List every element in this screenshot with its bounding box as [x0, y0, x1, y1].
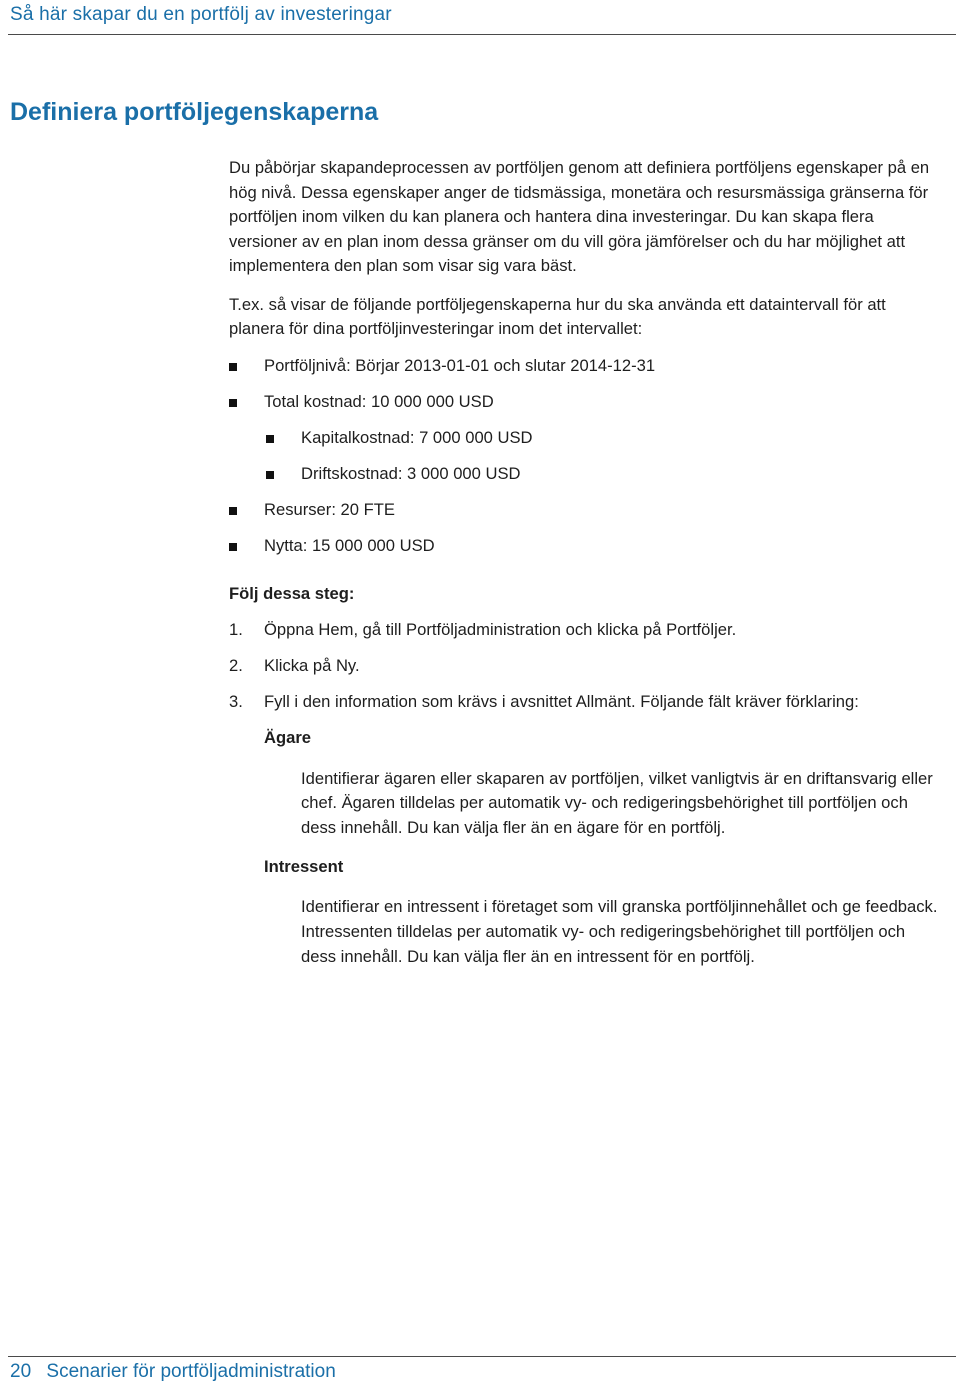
page-footer: [10, 1361, 336, 1383]
intro-paragraph: Du påbörjar skapandeprocessen av portföljen genom att definiera portföljens egenskaper på en hög nivå. Dessa egenskaper anger de tidsmässiga, monetära och resursmässiga gränserna för portföljen inom vilken du kan planera och hantera dina investeringar. Du kan skapa flera versioner av en plan inom dessa gränser om du vill göra jämförelser och du har möjlighet att implementera den plan som visar sig vara bäst.: [229, 158, 930, 275]
portfolio-properties-list: [229, 354, 939, 558]
list-item-operating-cost: Driftskostnad: 3 000 000 USD: [266, 462, 939, 486]
step-text: Klicka på Ny.: [264, 656, 360, 675]
definition-term-stakeholder: Intressent: [264, 856, 344, 876]
list-item-benefit: Nytta: 15 000 000 USD: [229, 534, 939, 558]
step-item: [229, 654, 939, 678]
list-item-total-cost: [229, 390, 939, 414]
step-number: 3.: [229, 692, 243, 711]
header-divider: [8, 34, 956, 35]
step-text: Fyll i den information som krävs i avsnittet Allmänt. Följande fält kräver förklaring:: [264, 692, 859, 711]
total-cost-label: Total kostnad: 10 000 000 USD: [264, 391, 494, 411]
definition-desc-stakeholder: Identifierar en intressent i företaget som vill granska portföljinnehållet och ge feedback. Intressenten tilldelas per automatik vy- och redigeringsbehörighet till portföljen och dess innehåll. Du kan välja fler än en intressent för en portfölj.: [301, 897, 938, 966]
total-cost-sublist: [229, 426, 939, 486]
step-item: [229, 690, 939, 714]
field-definitions: [229, 726, 939, 970]
steps-heading: Följ dessa steg:: [229, 583, 355, 603]
step-number: 2.: [229, 656, 243, 675]
footer-divider: [8, 1356, 956, 1357]
footer-title: Scenarier för portföljadministration: [46, 1361, 336, 1382]
list-item-resources: Resurser: 20 FTE: [229, 498, 939, 522]
step-item: [229, 618, 939, 642]
example-paragraph: T.ex. så visar de följande portföljegenskaperna hur du ska använda ett dataintervall för att planera för dina portföljinvesteringar inom det intervallet:: [229, 294, 886, 338]
step-text: Öppna Hem, gå till Portföljadministration och klicka på Portföljer.: [264, 620, 737, 639]
running-header: Så här skapar du en portfölj av investeringar: [10, 4, 392, 25]
list-item-capital-cost: Kapitalkostnad: 7 000 000 USD: [266, 426, 939, 450]
section-title: Definiera portföljegenskaperna: [10, 98, 379, 126]
sub-list-container: [229, 426, 939, 486]
step-number: 1.: [229, 620, 243, 639]
steps-list: [229, 618, 939, 714]
page-number: 20: [10, 1361, 32, 1382]
definition-term-owner: Ägare: [264, 728, 312, 747]
main-content: [229, 156, 939, 970]
list-item-portfolio-level: Portföljnivå: Börjar 2013-01-01 och slutar 2014-12-31: [229, 354, 939, 378]
definition-desc-owner: Identifierar ägaren eller skaparen av portföljen, vilket vanligtvis är en driftansvarig eller chef. Ägaren tilldelas per automatik vy- och redigeringsbehörighet till portföljen och dess innehåll. Du kan välja fler än en ägare för en portfölj.: [301, 768, 933, 838]
